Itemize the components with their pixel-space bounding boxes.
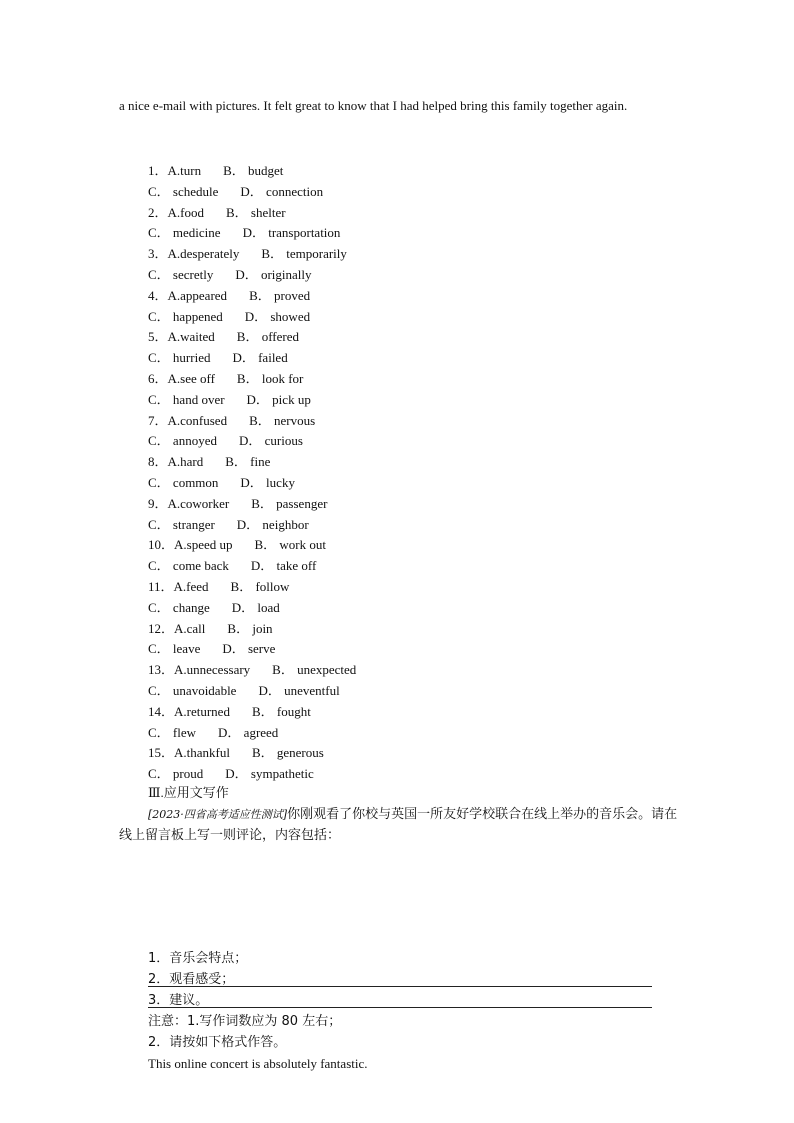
question-1-options-ab xyxy=(148,161,668,182)
option-d: D． failed xyxy=(232,350,288,366)
option-c: C． proud xyxy=(148,766,204,782)
question-3-options-ab xyxy=(148,244,668,265)
question-2-options-ab xyxy=(148,203,668,224)
question-9-options-cd xyxy=(148,515,668,536)
requirement-1: 1．音乐会特点； xyxy=(148,951,248,966)
option-c: C． hand over xyxy=(148,391,225,407)
option-d: D． showed xyxy=(244,308,311,324)
option-c: C． annoyed xyxy=(148,433,217,449)
question-8-options-ab xyxy=(148,452,668,473)
section-title: Ⅲ.应用文写作 xyxy=(148,785,229,800)
option-c: C． medicine xyxy=(148,225,221,241)
question-12-options-ab xyxy=(148,619,668,640)
option-a: 8．A.hard xyxy=(148,454,204,470)
option-c: C． common xyxy=(148,474,219,490)
option-b: B． temporarily xyxy=(261,246,347,262)
question-15-options-cd xyxy=(148,764,668,785)
question-12-options-cd xyxy=(148,639,668,660)
note-format: 2．请按如下格式作答。 xyxy=(148,1035,287,1050)
option-d: D． connection xyxy=(240,183,324,199)
question-9-options-ab xyxy=(148,494,668,515)
answer-line-1[interactable] xyxy=(148,986,652,987)
option-b: B． proved xyxy=(249,287,311,303)
option-b: B． generous xyxy=(251,745,324,761)
question-list xyxy=(148,161,668,785)
option-b: B． budget xyxy=(223,163,284,178)
question-3-options-cd xyxy=(148,265,668,286)
option-a: 14．A.returned xyxy=(148,703,230,719)
option-d: D． transportation xyxy=(242,225,341,241)
option-d: D． pick up xyxy=(246,391,311,407)
question-10-options-cd xyxy=(148,556,668,577)
option-a: 6．A.see off xyxy=(148,370,215,386)
question-10-options-ab xyxy=(148,535,668,556)
option-b: B． passenger xyxy=(251,495,328,511)
option-c: C． leave xyxy=(148,641,201,657)
option-b: B． offered xyxy=(236,329,300,345)
option-a: 1．A.turn xyxy=(148,163,202,178)
task-prompt: 你刚观看了你校与英国一所友好学校联合在线上举办的音乐会。请在线上留言板上写一则评论，内容包括： xyxy=(119,807,678,843)
question-4-options-ab xyxy=(148,286,668,307)
option-c: C． stranger xyxy=(148,516,215,532)
question-14-options-ab xyxy=(148,702,668,723)
option-a: 9．A.coworker xyxy=(148,495,230,511)
option-d: D． sympathetic xyxy=(225,766,314,782)
option-a: 11．A.feed xyxy=(148,578,209,594)
option-c: C． schedule xyxy=(148,183,219,199)
option-b: B． shelter xyxy=(225,204,286,220)
option-c: C． hurried xyxy=(148,350,211,366)
option-d: D． originally xyxy=(235,266,312,282)
question-5-options-ab xyxy=(148,327,668,348)
intro-line: a nice e-mail with pictures. It felt great to know that I had helped bring this family together again. xyxy=(119,98,628,113)
option-b: B． work out xyxy=(254,537,327,553)
option-a: 7．A.confused xyxy=(148,412,228,428)
option-b: B． fine xyxy=(225,454,271,470)
option-a: 4．A.appeared xyxy=(148,287,228,303)
option-b: B． fought xyxy=(251,703,311,719)
question-7-options-cd xyxy=(148,431,668,452)
question-1-options-cd xyxy=(148,182,668,203)
option-d: D． agreed xyxy=(218,724,279,740)
option-c: C． unavoidable xyxy=(148,682,237,698)
option-d: D． load xyxy=(231,599,280,615)
question-13-options-cd xyxy=(148,681,668,702)
option-a: 13．A.unnecessary xyxy=(148,662,251,678)
requirements xyxy=(148,948,668,1074)
question-6-options-ab xyxy=(148,369,668,390)
option-a: 3．A.desperately xyxy=(148,246,240,262)
question-11-options-cd xyxy=(148,598,668,619)
option-a: 12．A.call xyxy=(148,620,206,636)
option-a: 10．A.speed up xyxy=(148,537,233,553)
question-13-options-ab xyxy=(148,660,668,681)
question-4-options-cd xyxy=(148,307,668,328)
option-a: 5．A.waited xyxy=(148,329,215,345)
option-c: C． happened xyxy=(148,308,223,324)
question-7-options-ab xyxy=(148,411,668,432)
option-c: C． secretly xyxy=(148,266,214,282)
option-d: D． uneventful xyxy=(258,682,340,698)
question-14-options-cd xyxy=(148,723,668,744)
option-b: B． nervous xyxy=(249,412,316,428)
note-word-count: 注意：1.写作词数应为 80 左右； xyxy=(148,1014,342,1029)
option-a: 15．A.thankful xyxy=(148,745,230,761)
question-6-options-cd xyxy=(148,390,668,411)
task-source: [2023·四省高考适应性测试] xyxy=(148,808,288,821)
question-11-options-ab xyxy=(148,577,668,598)
requirement-2: 2．观看感受； xyxy=(148,972,235,987)
option-c: C． change xyxy=(148,599,210,615)
option-b: B． join xyxy=(227,620,273,636)
question-8-options-cd xyxy=(148,473,668,494)
option-d: D． lucky xyxy=(240,474,295,490)
option-d: D． curious xyxy=(238,433,303,449)
question-2-options-cd xyxy=(148,223,668,244)
option-c: C． flew xyxy=(148,724,197,740)
option-d: D． neighbor xyxy=(236,516,309,532)
writing-task xyxy=(119,804,679,846)
question-15-options-ab xyxy=(148,743,668,764)
option-c: C． come back xyxy=(148,558,229,574)
option-d: D． take off xyxy=(250,558,317,574)
option-b: B． follow xyxy=(230,578,290,594)
option-d: D． serve xyxy=(222,641,276,657)
question-5-options-cd xyxy=(148,348,668,369)
answer-line-2[interactable] xyxy=(148,1007,652,1008)
requirement-3: 3．建议。 xyxy=(148,993,209,1008)
option-b: B． unexpected xyxy=(272,662,357,678)
answer-start: This online concert is absolutely fantastic. xyxy=(148,1056,368,1071)
option-b: B． look for xyxy=(236,370,304,386)
option-a: 2．A.food xyxy=(148,204,204,220)
